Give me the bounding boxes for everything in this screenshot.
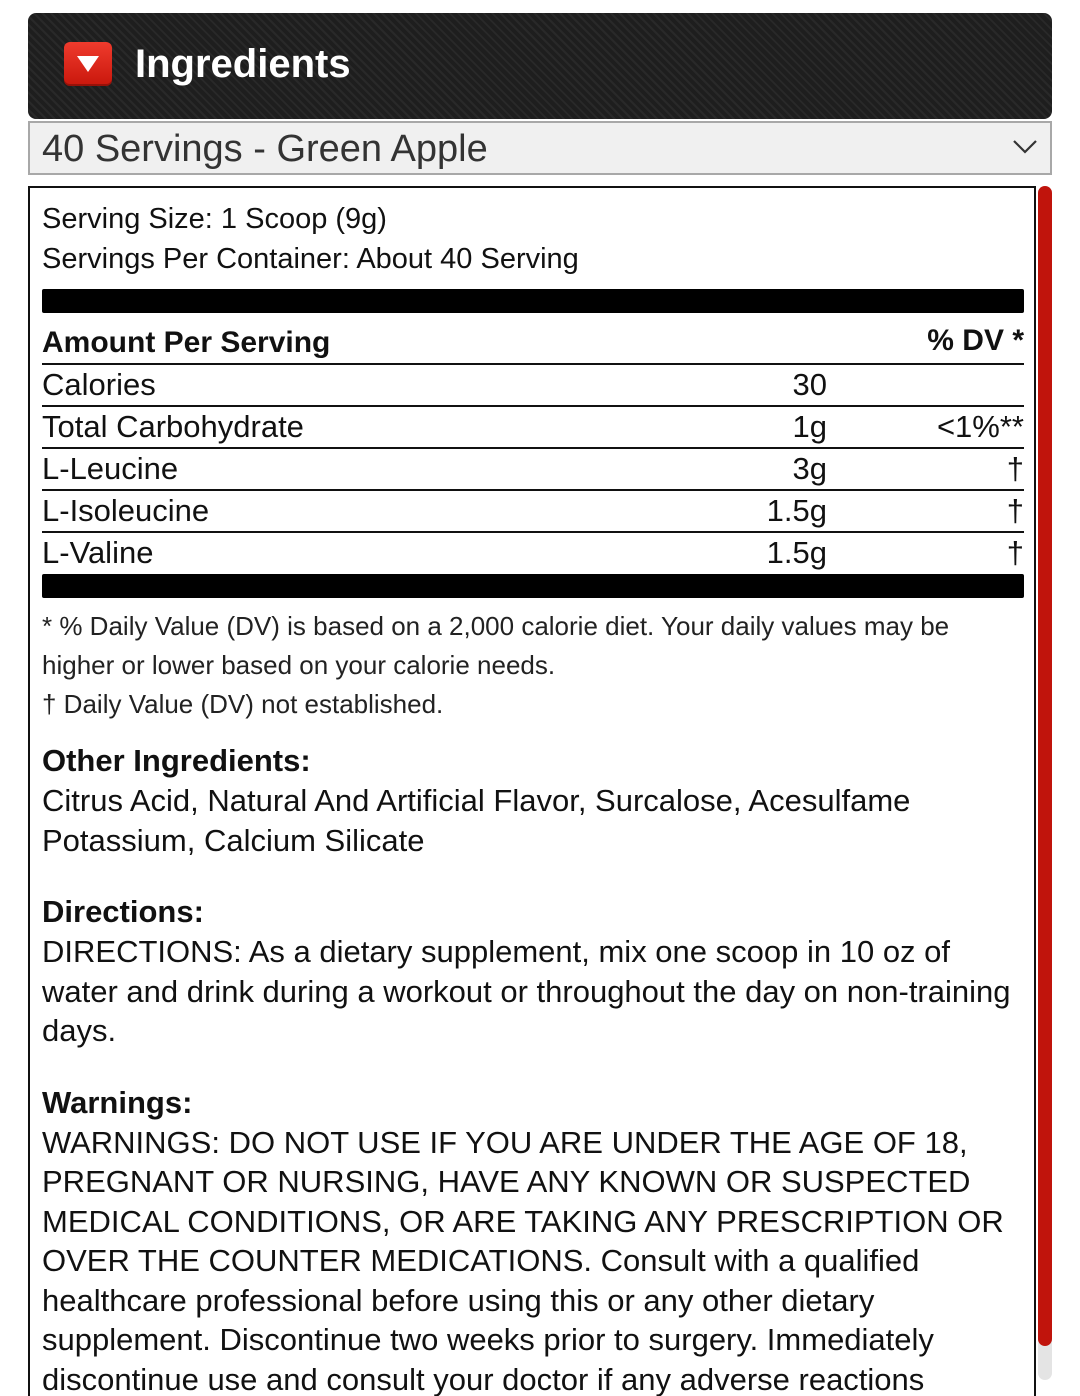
directions-text: DIRECTIONS: As a dietary supplement, mix one scoop in 10 oz of water and drink during a workout or throughout the day on non-training days.	[42, 932, 1024, 1051]
nutrient-amount: 1g	[793, 407, 827, 447]
nutrient-dv: †	[1007, 449, 1024, 489]
nutrient-amount: 1.5g	[767, 491, 827, 531]
nutrient-name: L-Leucine	[42, 449, 178, 489]
warnings-title: Warnings:	[42, 1083, 1024, 1123]
facts-divider-top	[42, 289, 1024, 313]
nutrient-dv: †	[1007, 533, 1024, 573]
other-ingredients-title: Other Ingredients:	[42, 741, 1024, 781]
servings-per-container: Servings Per Container: About 40 Serving	[42, 239, 1024, 279]
scrollbar[interactable]	[1038, 186, 1052, 1380]
amount-per-serving-label: Amount Per Serving	[42, 323, 330, 363]
table-row	[42, 449, 1024, 491]
dv-footnote: * % Daily Value (DV) is based on a 2,000 calorie diet. Your daily values may be higher or lower based on your calorie needs.	[42, 607, 1024, 685]
chevron-down-icon	[1012, 139, 1038, 155]
table-row	[42, 491, 1024, 533]
variant-select[interactable]	[28, 121, 1052, 175]
dv-header-label: % DV *	[927, 321, 1024, 361]
facts-divider-bottom	[42, 574, 1024, 598]
serving-size: Serving Size: 1 Scoop (9g)	[42, 199, 1024, 239]
ingredients-accordion-header[interactable]	[28, 13, 1052, 119]
other-ingredients-text: Citrus Acid, Natural And Artificial Flavor, Surcalose, Acesulfame Potassium, Calcium Silicate	[42, 781, 1024, 860]
warnings-text: WARNINGS: DO NOT USE IF YOU ARE UNDER THE AGE OF 18, PREGNANT OR NURSING, HAVE ANY KNOWN OR SUSPECTED MEDICAL CONDITIONS, OR ARE TAKING ANY PRESCRIPTION OR OVER THE COUNTER MEDICATIONS. Consult with a qualified healthcare professional before using this or any other dietary supplement. Discontinue two weeks prior to surgery. Immediately discontinue use and consult your doctor if any adverse reactions	[42, 1123, 1024, 1396]
nutrient-amount: 30	[793, 365, 827, 405]
nutrient-name: Total Carbohydrate	[42, 407, 304, 447]
nutrient-name: Calories	[42, 365, 156, 405]
nutrient-name: L-Valine	[42, 533, 153, 573]
scrollbar-thumb[interactable]	[1038, 186, 1052, 1346]
caret-down-icon[interactable]	[64, 42, 112, 86]
facts-header-row	[42, 319, 1024, 365]
nutrient-dv: <1%**	[937, 407, 1024, 447]
variant-selected-value: 40 Servings - Green Apple	[42, 127, 488, 171]
table-row	[42, 365, 1024, 407]
nutrient-amount: 1.5g	[767, 533, 827, 573]
directions-title: Directions:	[42, 892, 1024, 932]
nutrient-amount: 3g	[793, 449, 827, 489]
table-row	[42, 407, 1024, 449]
nutrient-name: L-Isoleucine	[42, 491, 209, 531]
accordion-title: Ingredients	[135, 39, 351, 89]
table-row	[42, 533, 1024, 574]
ingredients-panel	[28, 186, 1036, 1396]
nutrient-dv: †	[1007, 491, 1024, 531]
dagger-footnote: † Daily Value (DV) not established.	[42, 685, 1024, 724]
